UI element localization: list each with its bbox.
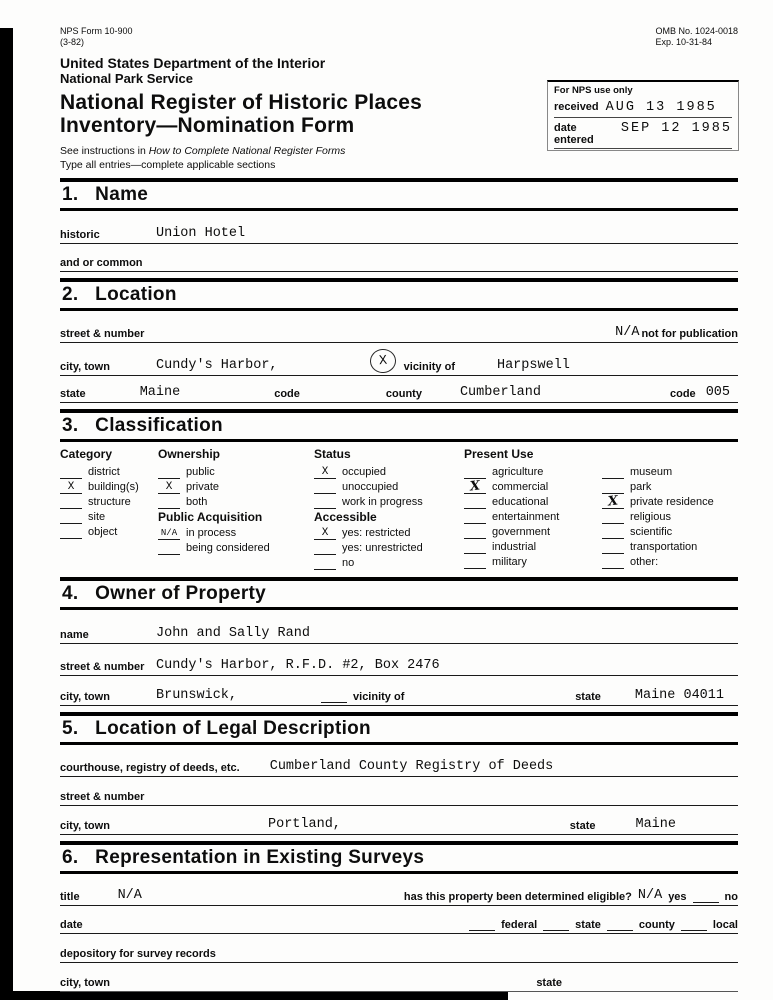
checkbox-other bbox=[602, 555, 738, 569]
survey-title-label: title bbox=[60, 891, 80, 903]
local-blank bbox=[681, 921, 707, 931]
form-title-line1: National Register of Historic Places bbox=[60, 91, 422, 114]
in-process-label: in process bbox=[186, 527, 237, 539]
owner-name-label: name bbox=[60, 629, 89, 641]
depository-row bbox=[60, 934, 738, 963]
structure-label: structure bbox=[88, 496, 131, 508]
classification-grid bbox=[60, 447, 738, 571]
present-use-column-1 bbox=[464, 447, 602, 571]
in-process-blank: N/A bbox=[158, 528, 180, 540]
state-option-label: state bbox=[575, 919, 601, 931]
present-use-heading-spacer bbox=[602, 447, 738, 461]
legal-state-field: Maine bbox=[635, 817, 676, 832]
state-option-blank bbox=[543, 921, 569, 931]
scientific-blank bbox=[602, 527, 624, 539]
survey-state-label: state bbox=[536, 977, 562, 989]
vicinity-label: vicinity of bbox=[403, 361, 455, 373]
county-option-blank bbox=[607, 921, 633, 931]
checkbox-public bbox=[158, 465, 314, 479]
date-entered-label: date entered bbox=[554, 122, 594, 146]
industrial-blank bbox=[464, 542, 486, 554]
category-column bbox=[60, 447, 158, 571]
survey-city-label: city, town bbox=[60, 977, 110, 989]
common-name-label: and or common bbox=[60, 257, 143, 269]
county-label: county bbox=[385, 388, 422, 400]
government-label: government bbox=[492, 526, 551, 538]
section-2-title: 2. Location bbox=[62, 284, 177, 305]
survey-title-row bbox=[60, 874, 738, 906]
checkbox-park bbox=[602, 480, 738, 494]
eligible-yes-label: yes bbox=[668, 891, 687, 903]
not-for-publication-group bbox=[615, 325, 738, 340]
owner-name-row bbox=[60, 610, 738, 644]
nps-use-only-heading: For NPS use only bbox=[554, 85, 633, 96]
eligible-no-blank bbox=[693, 893, 719, 903]
date-entered-row bbox=[554, 120, 732, 149]
work-in-progress-label: work in progress bbox=[342, 496, 423, 508]
legal-state-label: state bbox=[569, 820, 596, 832]
checkbox-site bbox=[60, 510, 158, 524]
county-code-label: code bbox=[670, 388, 696, 400]
yes-restricted-blank: X bbox=[314, 528, 336, 540]
vicinity-check-circled bbox=[369, 348, 397, 374]
present-use-heading: Present Use bbox=[464, 447, 534, 461]
legal-street-row bbox=[60, 777, 738, 806]
being-considered-label: being considered bbox=[186, 542, 270, 554]
code-label: code bbox=[274, 388, 300, 400]
district-blank bbox=[60, 467, 82, 479]
private-residence-blank bbox=[602, 493, 624, 510]
private-residence-label: private residence bbox=[630, 496, 714, 508]
checkbox-industrial bbox=[464, 540, 602, 554]
department-title: United States Department of the Interior bbox=[60, 55, 326, 71]
private-label: private bbox=[186, 481, 220, 493]
educational-blank bbox=[464, 497, 486, 509]
checkbox-in-process bbox=[158, 526, 314, 540]
public-acquisition-heading: Public Acquisition bbox=[158, 510, 263, 524]
occupied-blank: X bbox=[314, 467, 336, 479]
checkbox-both bbox=[158, 495, 314, 509]
owner-name-field: John and Sally Rand bbox=[156, 626, 310, 641]
checkbox-religious bbox=[602, 510, 738, 524]
entertainment-label: entertainment bbox=[492, 511, 560, 523]
owner-city-field: Brunswick, bbox=[156, 688, 238, 703]
street-number-row bbox=[60, 311, 738, 343]
yes-unrestricted-label: yes: unrestricted bbox=[342, 542, 423, 554]
checkbox-structure bbox=[60, 495, 158, 509]
section-1-title: 1. Name bbox=[62, 184, 149, 205]
industrial-label: industrial bbox=[492, 541, 537, 553]
survey-date-row bbox=[60, 906, 738, 934]
eligible-na-field: N/A bbox=[637, 888, 663, 903]
vicinity-mark: X bbox=[378, 353, 388, 370]
section-5-title: 5. Location of Legal Description bbox=[62, 718, 371, 739]
no-blank bbox=[314, 558, 336, 570]
owner-vicinity-label: vicinity of bbox=[353, 691, 405, 703]
buildings-blank: X bbox=[60, 482, 82, 494]
section-2-heading bbox=[60, 278, 738, 311]
no-label: no bbox=[342, 557, 355, 569]
instructions-manual-title: How to Complete National Register Forms bbox=[148, 145, 346, 157]
checkbox-scientific bbox=[602, 525, 738, 539]
survey-level-group bbox=[469, 919, 738, 931]
structure-blank bbox=[60, 497, 82, 509]
instructions-prefix: See instructions in bbox=[60, 145, 149, 157]
checkbox-yes-unrestricted bbox=[314, 541, 464, 555]
object-blank bbox=[60, 527, 82, 539]
courthouse-field: Cumberland County Registry of Deeds bbox=[269, 759, 554, 774]
owner-street-row bbox=[60, 644, 738, 676]
form-number: NPS Form 10-900 bbox=[60, 26, 133, 36]
historic-name-row bbox=[60, 211, 738, 244]
form-title bbox=[60, 91, 540, 137]
nps-use-only-box bbox=[547, 80, 739, 151]
legal-city-label: city, town bbox=[60, 820, 110, 832]
other-label: other: bbox=[630, 556, 659, 568]
checkbox-work-in-progress bbox=[314, 495, 464, 509]
owner-street-field: Cundy's Harbor, R.F.D. #2, Box 2476 bbox=[156, 658, 440, 673]
owner-vicinity-blank bbox=[321, 693, 347, 703]
park-blank bbox=[602, 482, 624, 494]
accessible-heading: Accessible bbox=[314, 510, 377, 524]
survey-date-label: date bbox=[60, 919, 83, 931]
eligible-group bbox=[404, 888, 738, 903]
checkbox-no bbox=[314, 556, 464, 570]
private-residence-hand-mark: X bbox=[607, 493, 619, 510]
courthouse-label: courthouse, registry of deeds, etc. bbox=[60, 762, 240, 774]
depository-label: depository for survey records bbox=[60, 948, 216, 960]
yes-restricted-label: yes: restricted bbox=[342, 527, 411, 539]
not-for-publication-na: N/A bbox=[615, 325, 640, 340]
checkbox-yes-restricted bbox=[314, 526, 464, 540]
county-code-group bbox=[670, 385, 730, 400]
county-code-field: 005 bbox=[705, 385, 730, 400]
owner-city-row bbox=[60, 676, 738, 706]
form-revision: (3-82) bbox=[60, 37, 85, 47]
yes-unrestricted-blank bbox=[314, 543, 336, 555]
public-label: public bbox=[186, 466, 215, 478]
ownership-column bbox=[158, 447, 314, 571]
agriculture-blank bbox=[464, 467, 486, 479]
form-title-line2: Inventory—Nomination Form bbox=[60, 114, 355, 137]
religious-blank bbox=[602, 512, 624, 524]
unoccupied-label: unoccupied bbox=[342, 481, 399, 493]
commercial-blank bbox=[464, 478, 486, 495]
instructions-line2: Type all entries—complete applicable sections bbox=[60, 159, 276, 171]
transportation-label: transportation bbox=[630, 541, 698, 553]
agriculture-label: agriculture bbox=[492, 466, 544, 478]
state-label: state bbox=[60, 388, 86, 400]
commercial-label: commercial bbox=[492, 481, 549, 493]
category-heading: Category bbox=[60, 447, 113, 461]
checkbox-agriculture bbox=[464, 465, 602, 479]
government-blank bbox=[464, 527, 486, 539]
survey-title-field: N/A bbox=[117, 888, 142, 903]
site-label: site bbox=[88, 511, 106, 523]
owner-street-label: street & number bbox=[60, 661, 145, 673]
checkbox-military bbox=[464, 555, 602, 569]
owner-state-field: Maine 04011 bbox=[634, 688, 724, 703]
city-town-field: Cundy's Harbor, bbox=[156, 358, 278, 373]
county-field: Cumberland bbox=[459, 385, 541, 400]
form-number-block bbox=[60, 26, 133, 48]
legal-city-field: Portland, bbox=[268, 817, 341, 832]
commercial-hand-mark: X bbox=[469, 478, 481, 495]
present-use-column-2 bbox=[602, 447, 738, 571]
section-3-heading bbox=[60, 409, 738, 442]
military-blank bbox=[464, 557, 486, 569]
park-label: park bbox=[630, 481, 652, 493]
agency-title: National Park Service bbox=[60, 71, 193, 86]
checkbox-transportation bbox=[602, 540, 738, 554]
site-blank bbox=[60, 512, 82, 524]
ownership-heading: Ownership bbox=[158, 447, 221, 461]
date-entered-stamp: SEP 12 1985 bbox=[620, 121, 732, 136]
state-county-row bbox=[60, 376, 738, 403]
unoccupied-blank bbox=[314, 482, 336, 494]
omb-expiration: Exp. 10-31-84 bbox=[655, 37, 712, 47]
section-5-heading bbox=[60, 712, 738, 745]
survey-city-row bbox=[60, 963, 738, 992]
checkbox-educational bbox=[464, 495, 602, 509]
county-option-label: county bbox=[638, 919, 675, 931]
status-column bbox=[314, 447, 464, 571]
not-for-publication-label: not for publication bbox=[641, 328, 738, 340]
both-label: both bbox=[186, 496, 208, 508]
common-name-row bbox=[60, 244, 738, 272]
city-town-label: city, town bbox=[60, 361, 110, 373]
owner-city-label: city, town bbox=[60, 691, 110, 703]
federal-label: federal bbox=[501, 919, 538, 931]
omb-number: OMB No. 1024-0018 bbox=[655, 26, 738, 36]
section-6-heading bbox=[60, 841, 738, 874]
checkbox-commercial bbox=[464, 480, 602, 494]
legal-city-row bbox=[60, 806, 738, 835]
checkbox-district bbox=[60, 465, 158, 479]
checkbox-occupied bbox=[314, 465, 464, 479]
both-blank bbox=[158, 497, 180, 509]
checkbox-private-residence bbox=[602, 495, 738, 509]
section-1-heading bbox=[60, 178, 738, 211]
section-6-title: 6. Representation in Existing Surveys bbox=[62, 847, 425, 868]
military-label: military bbox=[492, 556, 527, 568]
occupied-label: occupied bbox=[342, 466, 387, 478]
eligible-question-label: has this property been determined eligible? bbox=[403, 891, 632, 903]
section-4-heading bbox=[60, 577, 738, 610]
top-meta bbox=[60, 26, 738, 48]
checkbox-museum bbox=[602, 465, 738, 479]
scientific-label: scientific bbox=[630, 526, 673, 538]
courthouse-row bbox=[60, 745, 738, 777]
local-label: local bbox=[712, 919, 738, 931]
checkbox-object bbox=[60, 525, 158, 539]
public-blank bbox=[158, 467, 180, 479]
rule bbox=[60, 439, 738, 442]
educational-label: educational bbox=[492, 496, 549, 508]
buildings-label: building(s) bbox=[88, 481, 139, 493]
received-row bbox=[554, 99, 732, 118]
district-label: district bbox=[88, 466, 120, 478]
vicinity-field: Harpswell bbox=[496, 358, 570, 373]
state-field: Maine bbox=[139, 385, 181, 400]
religious-label: religious bbox=[630, 511, 671, 523]
checkbox-private bbox=[158, 480, 314, 494]
object-label: object bbox=[88, 526, 118, 538]
received-date-stamp: AUG 13 1985 bbox=[605, 100, 717, 115]
checkbox-entertainment bbox=[464, 510, 602, 524]
omb-block bbox=[655, 26, 738, 48]
being-considered-blank bbox=[158, 543, 180, 555]
legal-street-label: street & number bbox=[60, 791, 145, 803]
other-blank bbox=[602, 557, 624, 569]
checkbox-buildings bbox=[60, 480, 158, 494]
section-3-title: 3. Classification bbox=[62, 415, 223, 436]
status-heading: Status bbox=[314, 447, 351, 461]
museum-label: museum bbox=[630, 466, 673, 478]
owner-state-label: state bbox=[575, 691, 601, 703]
historic-label: historic bbox=[60, 229, 100, 241]
checkbox-government bbox=[464, 525, 602, 539]
street-number-label: street & number bbox=[60, 328, 145, 340]
work-in-progress-blank bbox=[314, 497, 336, 509]
city-town-row bbox=[60, 343, 738, 376]
eligible-no-label: no bbox=[724, 891, 738, 903]
received-label: received bbox=[554, 101, 599, 113]
museum-blank bbox=[602, 467, 624, 479]
transportation-blank bbox=[602, 542, 624, 554]
private-blank: X bbox=[158, 482, 180, 494]
section-4-title: 4. Owner of Property bbox=[62, 583, 267, 604]
federal-blank bbox=[469, 921, 495, 931]
checkbox-unoccupied bbox=[314, 480, 464, 494]
historic-name-field: Union Hotel bbox=[156, 226, 246, 241]
entertainment-blank bbox=[464, 512, 486, 524]
checkbox-being-considered bbox=[158, 541, 314, 555]
